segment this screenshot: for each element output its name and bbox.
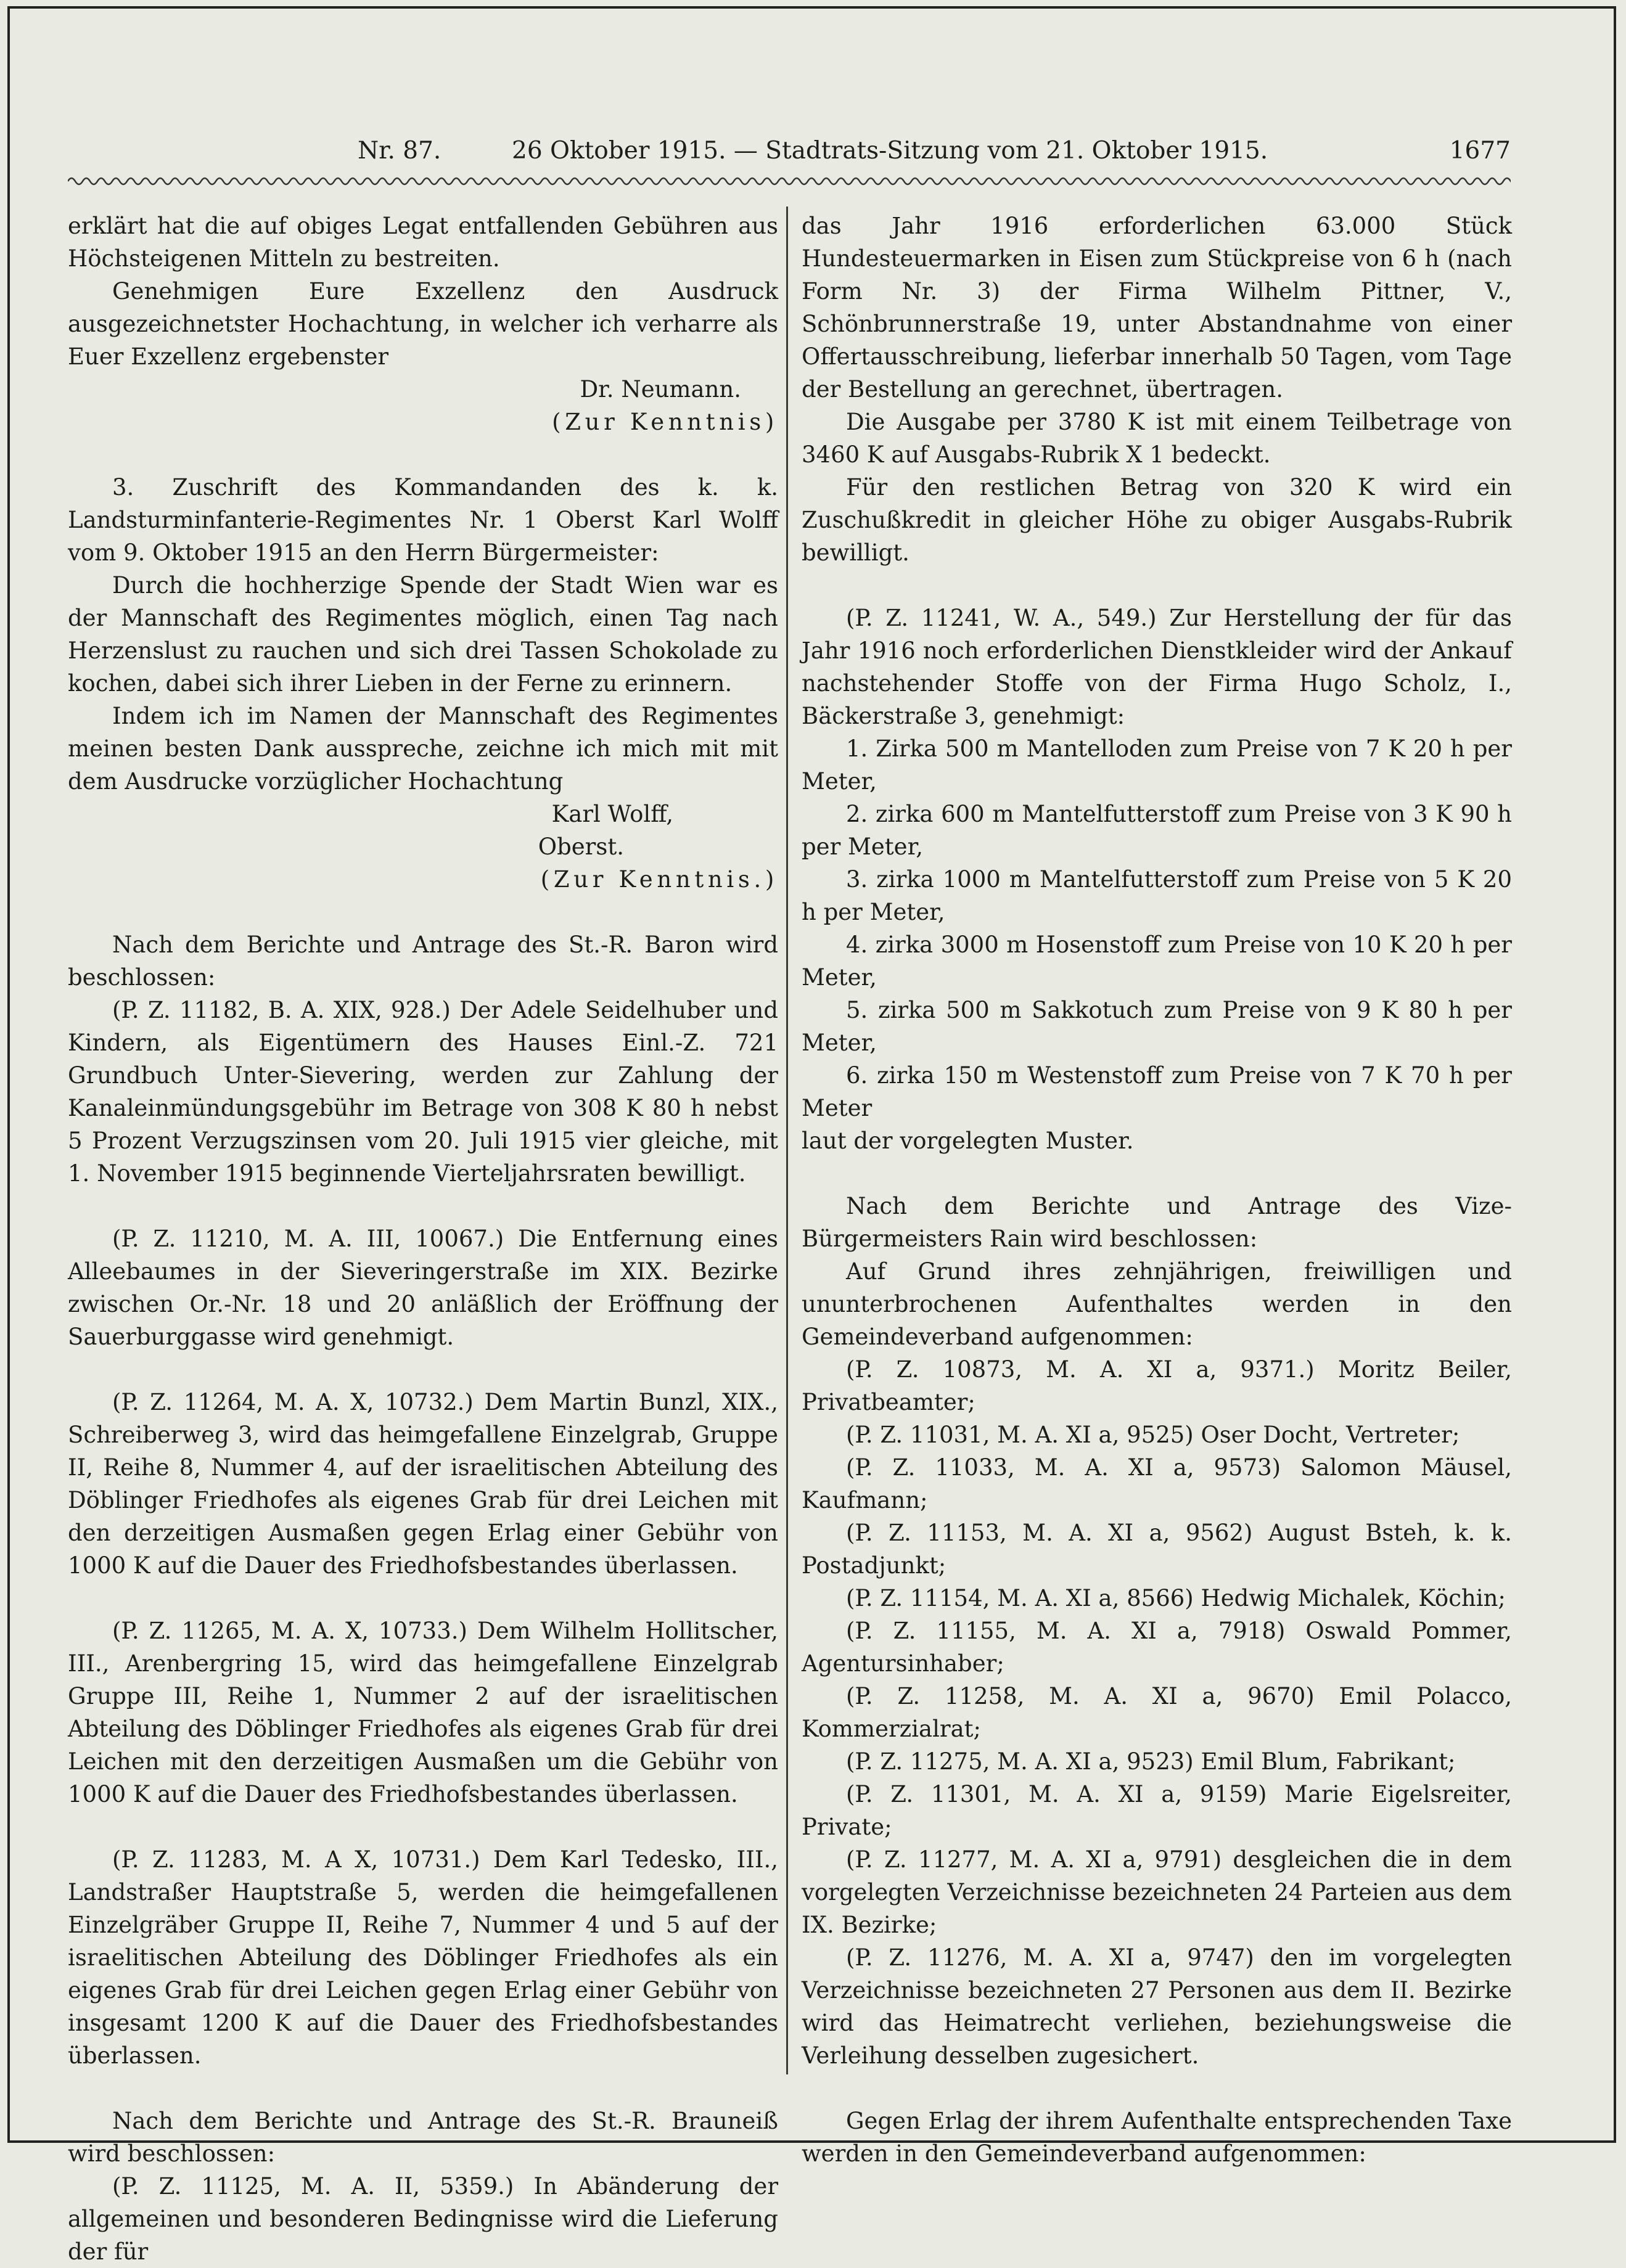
paragraph: Durch die hochherzige Spende der Stadt Wien war es der Mannschaft des Regimentes möglich, einen Tag nach Herzenslust zu rauchen und sich drei Tassen Schokolade zu kochen, dabei sich ihrer Lieben in der Ferne zu erinnern.: [68, 572, 778, 697]
left-column: [68, 210, 778, 2268]
paragraph: Die Ausgabe per 3780 K ist mit einem Teilbetrage von 3460 K auf Ausgabs-Rubrik X 1 bedeckt.: [802, 409, 1512, 468]
list-item: 4. zirka 3000 m Hosenstoff zum Preise von 10 K 20 h per Meter,: [802, 931, 1512, 991]
signature-rank: Oberst.: [538, 833, 624, 860]
resolution-heading: Nach dem Berichte und Antrage des Vize-Bürgermeisters Rain wird beschlossen:: [802, 1193, 1512, 1252]
paragraph: (P. Z. 11283, M. A X, 10731.) Dem Karl Tedesko, III., Landstraßer Hauptstraße 5, werden die heimgefallenen Einzelgräber Gruppe II, Reihe 7, Nummer 4 und 5 auf der israelitischen Abteilung des Döblinger Friedhofes als ein eigenes Grab für drei Leichen gegen Erlag einer Gebühr von insgesamt 1200 K auf die Dauer des Friedhofsbestandes überlassen.: [68, 1846, 778, 2069]
list-item: (P. Z. 11277, M. A. XI a, 9791) desgleichen die in dem vorgelegten Verzeichnisse bezeichneten 24 Parteien aus dem IX. Bezirke;: [802, 1846, 1512, 1938]
issue-number: Nr. 87.: [358, 137, 441, 165]
resolution-heading: Nach dem Berichte und Antrage des St.-R. Brauneiß wird beschlossen:: [68, 2108, 778, 2167]
paragraph: Auf Grund ihres zehnjährigen, freiwilligen und ununterbrochenen Aufenthaltes werden in den Gemeindeverband aufgenommen:: [802, 1258, 1512, 1350]
list-item: laut der vorgelegten Muster.: [802, 1128, 1134, 1154]
paragraph: (P. Z. 11241, W. A., 549.) Zur Herstellung der für das Jahr 1916 noch erforderlichen Dienstkleider wird der Ankauf nachstehender Stoffe von der Firma Hugo Scholz, I., Bäckerstraße 3, genehmigt:: [802, 605, 1512, 729]
list-item: 1. Zirka 500 m Mantelloden zum Preise von 7 K 20 h per Meter,: [802, 735, 1512, 795]
list-item: 3. zirka 1000 m Mantelfutterstoff zum Preise von 5 K 20 h per Meter,: [802, 866, 1512, 925]
list-item: (P. Z. 11153, M. A. XI a, 9562) August Bsteh, k. k. Postadjunkt;: [802, 1520, 1512, 1579]
list-item: (P. Z. 11154, M. A. XI a, 8566) Hedwig Michalek, Köchin;: [846, 1585, 1506, 1611]
paragraph: Indem ich im Namen der Mannschaft des Regimentes meinen besten Dank ausspreche, zeichne ich mich mit mit dem Ausdrucke vorzüglicher Hochachtung: [68, 703, 778, 795]
paragraph: 3. Zuschrift des Kommandanden des k. k. Landsturminfanterie-Regimentes Nr. 1 Oberst Karl Wolff vom 9. Oktober 1915 an den Herrn Bürgermeister:: [68, 474, 778, 566]
page-number: 1677: [1449, 137, 1511, 165]
header-title: 26 Oktober 1915. — Stadtrats-Sitzung vom 21. Oktober 1915.: [512, 137, 1268, 165]
paragraph: Für den restlichen Betrag von 320 K wird ein Zuschußkredit in gleicher Höhe zu obiger Ausgabs-Rubrik bewilligt.: [802, 474, 1512, 566]
list-item: (P. Z. 11033, M. A. XI a, 9573) Salomon Mäusel, Kaufmann;: [802, 1454, 1512, 1513]
signature: Karl Wolff,: [551, 801, 673, 827]
list-item: (P. Z. 11275, M. A. XI a, 9523) Emil Blum, Fabrikant;: [846, 1748, 1456, 1775]
paragraph: das Jahr 1916 erforderlichen 63.000 Stück Hundesteuermarken in Eisen zum Stückpreise von 6 h (nach Form Nr. 3) der Firma Wilhelm Pittner, V., Schönbrunnerstraße 19, unter Abstandnahme von einer Offertausschreibung, lieferbar innerhalb 50 Tagen, vom Tage der Bestellung an gerechnet, übertragen.: [802, 213, 1512, 403]
paragraph: (P. Z. 11265, M. A. X, 10733.) Dem Wilhelm Hollitscher, III., Arenbergring 15, wird das heimgefallene Einzelgrab Gruppe III, Reihe 1, Nummer 2 auf der israelitischen Abteilung des Döblinger Friedhofes als eigenes Grab für drei Leichen mit den derzeitigen Ausmaßen um die Gebühr von 1000 K auf die Dauer des Friedhofsbestandes überlassen.: [68, 1618, 778, 1807]
list-item: (P. Z. 10873, M. A. XI a, 9371.) Moritz Beiler, Privatbeamter;: [802, 1356, 1512, 1415]
list-item: 5. zirka 500 m Sakkotuch zum Preise von 9 K 80 h per Meter,: [802, 997, 1512, 1056]
paragraph: erklärt hat die auf obiges Legat entfallenden Gebühren aus Höchsteigenen Mitteln zu bestreiten.: [68, 213, 778, 272]
paragraph: Gegen Erlag der ihrem Aufenthalte entsprechenden Taxe werden in den Gemeindeverband aufgenommen:: [802, 2108, 1512, 2167]
paragraph: Genehmigen Eure Exzellenz den Ausdruck ausgezeichnetster Hochachtung, in welcher ich verharre als Euer Exzellenz ergebenster: [68, 278, 778, 370]
signature: Dr. Neumann.: [580, 376, 741, 403]
note: (Zur Kenntnis): [552, 409, 778, 435]
note: (Zur Kenntnis.): [540, 866, 778, 893]
list-item: (P. Z. 11276, M. A. XI a, 9747) den im vorgelegten Verzeichnisse bezeichneten 27 Personen aus dem II. Bezirke wird das Heimatrecht verliehen, beziehungsweise die Verleihung desselben zugesichert.: [802, 1944, 1512, 2069]
list-item: (P. Z. 11301, M. A. XI a, 9159) Marie Eigelsreiter, Private;: [802, 1781, 1512, 1840]
paragraph: (P. Z. 11125, M. A. II, 5359.) In Abänderung der allgemeinen und besonderen Bedingnisse wird die Lieferung der für: [68, 2173, 778, 2265]
paragraph: (P. Z. 11210, M. A. III, 10067.) Die Entfernung eines Alleebaumes in der Sieveringerstraße im XIX. Bezirke zwischen Or.-Nr. 18 und 20 anläßlich der Eröffnung der Sauerburggasse wird genehmigt.: [68, 1226, 778, 1350]
right-column: [802, 210, 1512, 2170]
column-divider: [786, 207, 788, 2074]
paragraph: (P. Z. 11182, B. A. XIX, 928.) Der Adele Seidelhuber und Kindern, als Eigentümern des Hauses Einl.-Z. 721 Grundbuch Unter-Sievering, werden zur Zahlung der Kanaleinmündungsgebühr im Betrage von 308 K 80 h nebst 5 Prozent Verzugszinsen vom 20. Juli 1915 vier gleiche, mit 1. November 1915 beginnende Vierteljahrsraten bewilligt.: [68, 997, 778, 1187]
header-wavy-rule: [68, 174, 1511, 189]
list-item: 6. zirka 150 m Westenstoff zum Preise von 7 K 70 h per Meter: [802, 1062, 1512, 1121]
list-item: 2. zirka 600 m Mantelfutterstoff zum Preise von 3 K 90 h per Meter,: [802, 801, 1512, 860]
list-item: (P. Z. 11258, M. A. XI a, 9670) Emil Polacco, Kommerzialrat;: [802, 1683, 1512, 1742]
list-item: (P. Z. 11031, M. A. XI a, 9525) Oser Docht, Vertreter;: [846, 1422, 1460, 1448]
list-item: (P. Z. 11155, M. A. XI a, 7918) Oswald Pommer, Agentursinhaber;: [802, 1618, 1512, 1677]
paragraph: (P. Z. 11264, M. A. X, 10732.) Dem Martin Bunzl, XIX., Schreiberweg 3, wird das heimgefallene Einzelgrab, Gruppe II, Reihe 8, Nummer 4, auf der israelitischen Abteilung des Döblinger Friedhofes als eigenes Grab für drei Leichen mit den derzeitigen Ausmaßen gegen Erlag einer Gebühr von 1000 K auf die Dauer des Friedhofsbestandes überlassen.: [68, 1389, 778, 1579]
page-header: [68, 137, 1511, 174]
resolution-heading: Nach dem Berichte und Antrage des St.-R. Baron wird beschlossen:: [68, 931, 778, 991]
